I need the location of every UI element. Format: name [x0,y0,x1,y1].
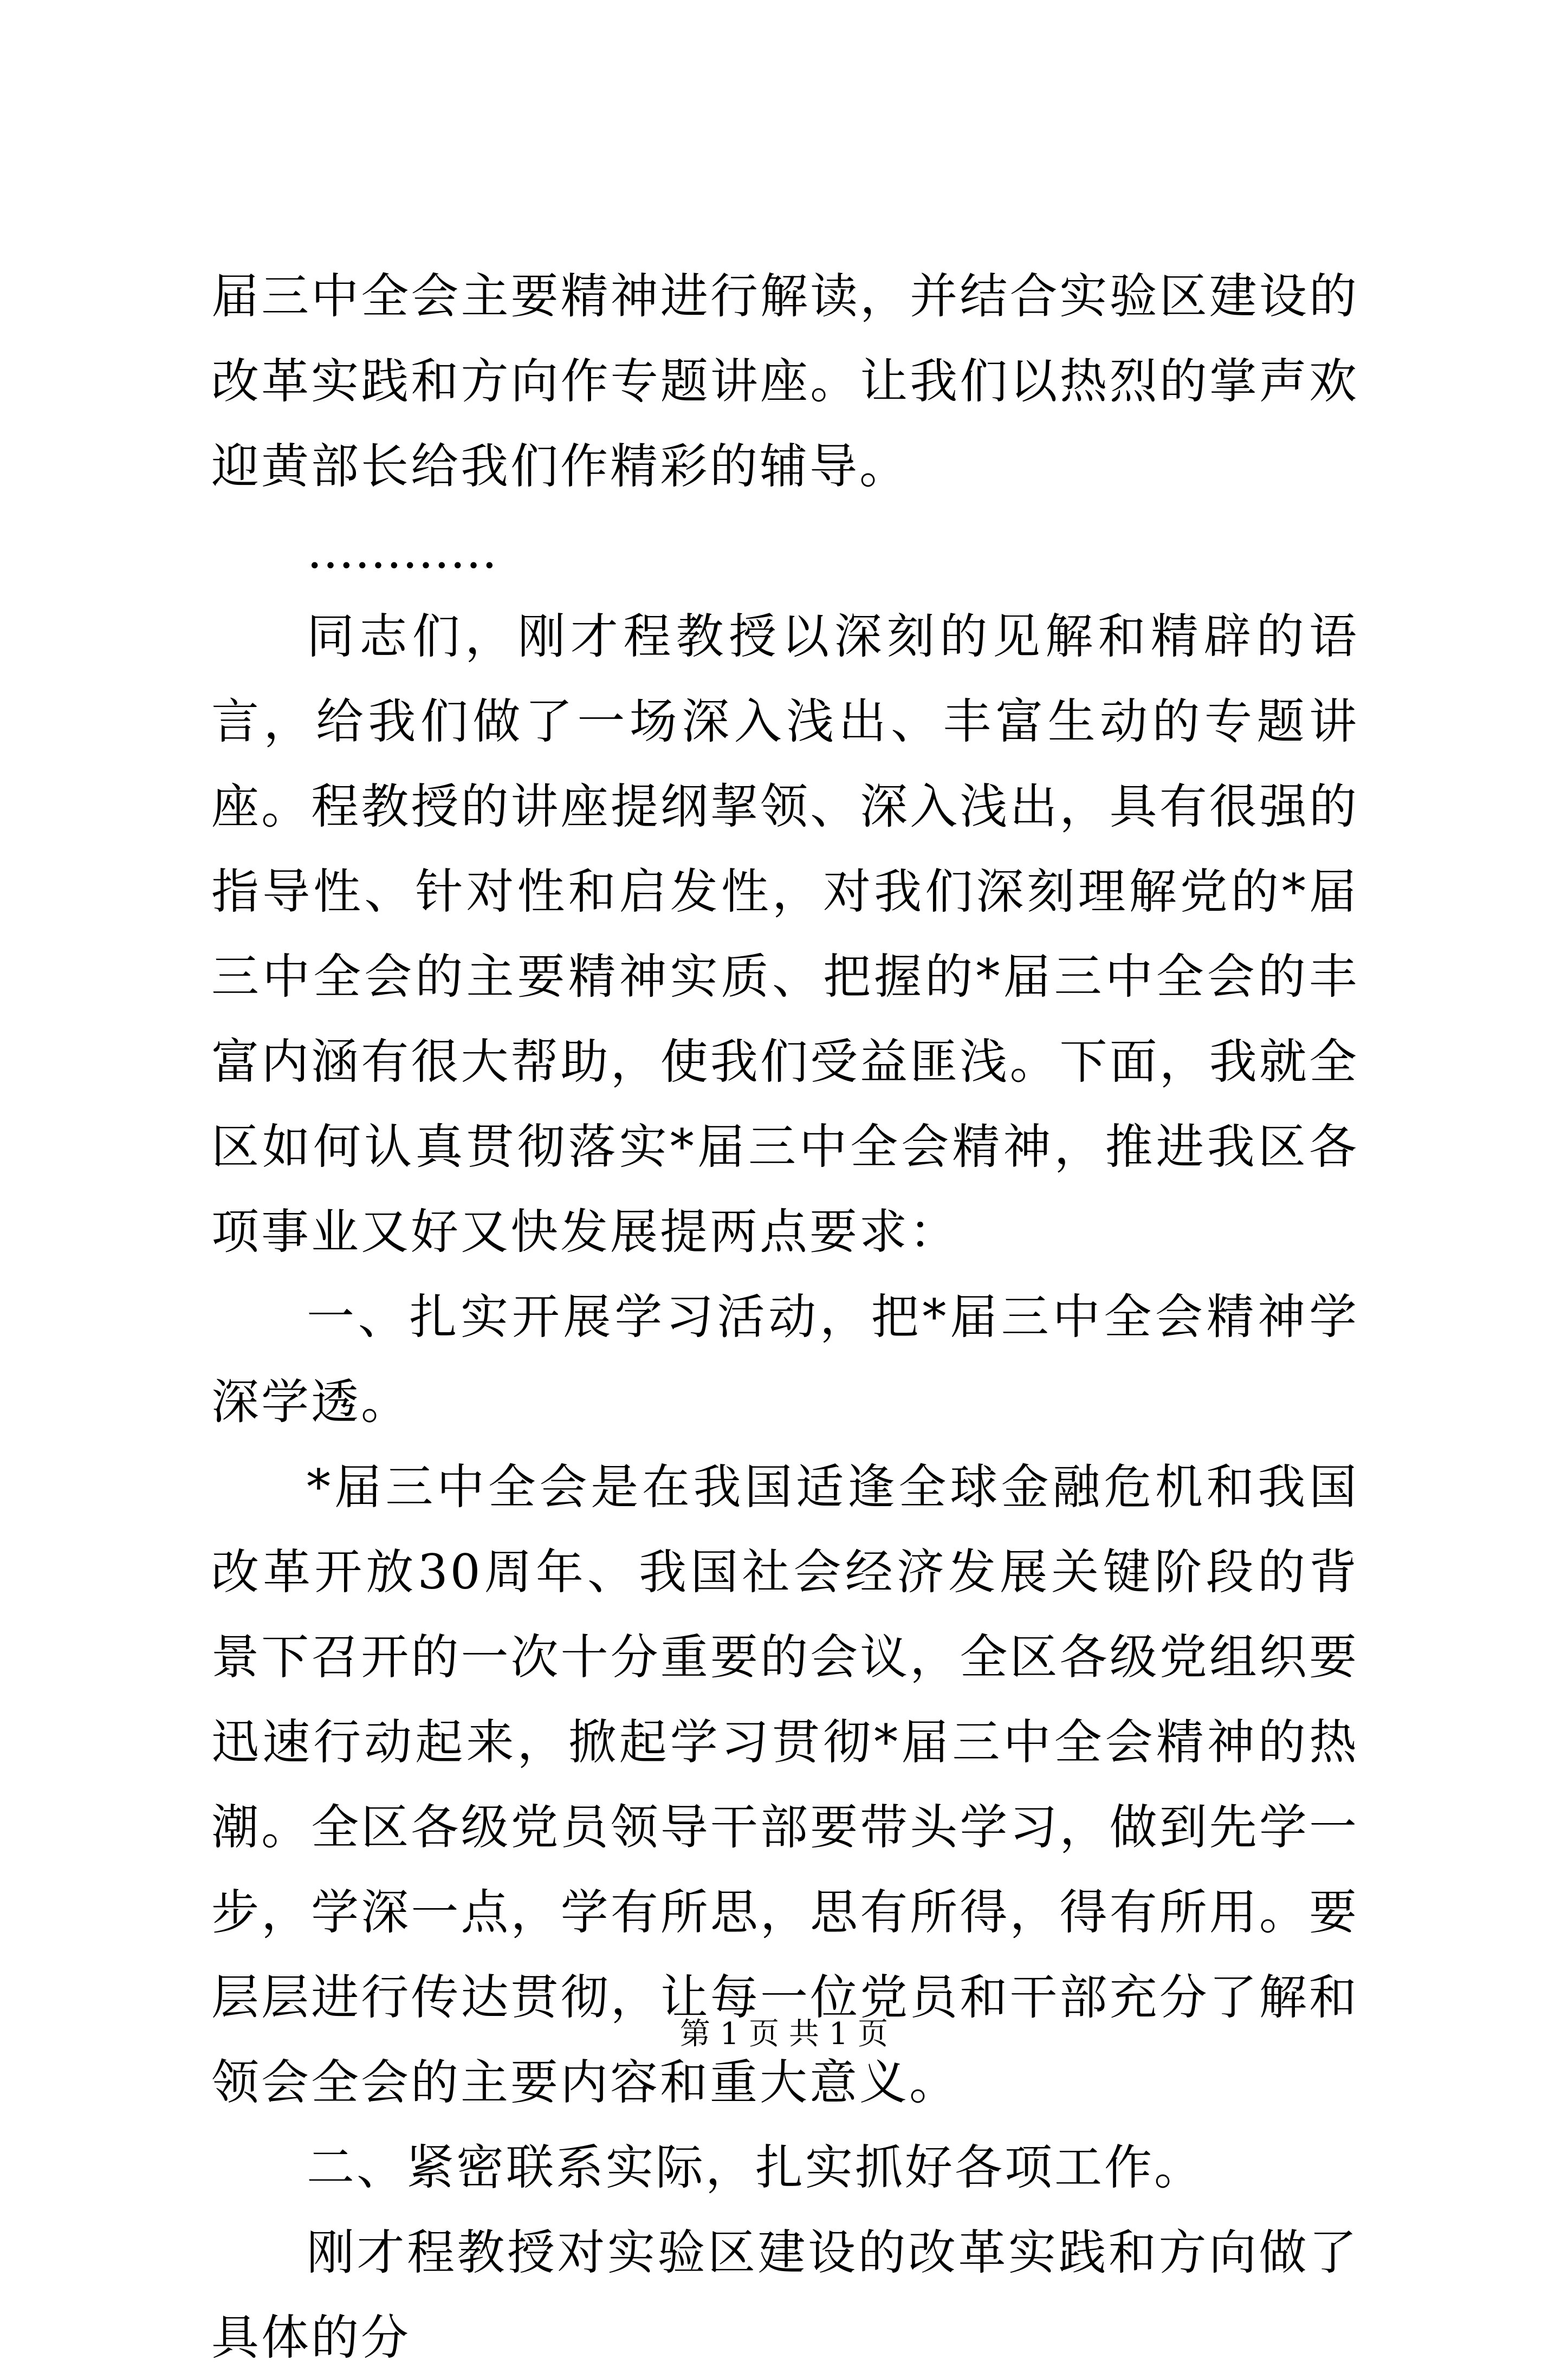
page-number-label: 第 1 页 共 1 页 [679,2016,889,2052]
heading-requirement-one: 一、扎实开展学习活动，把*届三中全会精神学深学透。 [211,1289,1359,1430]
paragraph-requirement-two: 刚才程教授对实验区建设的改革实践和方向做了具体的分 [211,2225,1359,2365]
page-footer [0,2015,1568,2053]
paragraph-summary: 同志们，刚才程教授以深刻的见解和精辟的语言，给我们做了一场深入浅出、丰富生动的专题讲座。程教授的讲座提纲挈领、深入浅出，具有很强的指导性、针对性和启发性，对我们深刻理解党的*届三中全会的主要精神实质、把握的*届三中全会的丰富内涵有很大帮助，使我们受益匪浅。下面，我就全区如何认真贯彻落实*届三中全会精神，推进我区各项事业又好又快发展提两点要求： [211,608,1359,1260]
heading-requirement-two: 二、紧密联系实际，扎实抓好各项工作。 [307,2139,1204,2195]
paragraph-ellipsis: ………… [307,523,497,579]
paragraph-intro-continuation: 届三中全会主要精神进行解读，并结合实验区建设的改革实践和方向作专题讲座。让我们以热烈的掌声欢迎黄部长给我们作精彩的辅导。 [211,268,1359,494]
paragraph-requirement-one: *届三中全会是在我国适逢全球金融危机和我国改革开放30周年、我国社会经济发展关键阶段的背景下召开的一次十分重要的会议，全区各级党组织要迅速行动起来，掀起学习贯彻*届三中全会精神的热潮。全区各级党员领导干部要带头学习，做到先学一步，学深一点，学有所思，思有所得，得有所用。要层层进行传达贯彻，让每一位党员和干部充分了解和领会全会的主要内容和重大意义。 [211,1459,1359,2110]
document-body [211,254,1359,2380]
